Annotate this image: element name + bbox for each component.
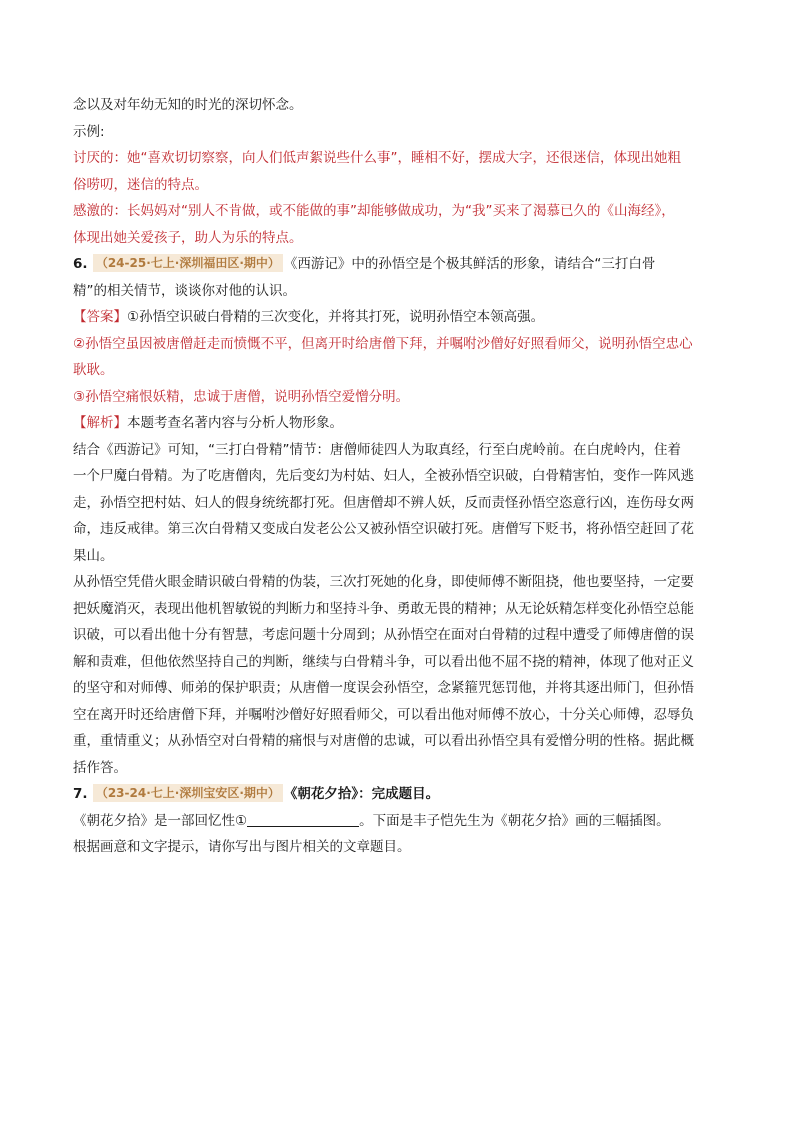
analysis-line: 解和责难，但他依然坚持自己的判断，继续与白骨精斗争，可以看出他不屈不挠的精神，体现了他对正义 xyxy=(73,653,694,670)
question-number: 7. xyxy=(73,786,88,802)
source-tag: （24-25·七上·深圳福田区·期中） xyxy=(93,254,283,272)
question-title: 《朝花夕拾》：完成题目。 xyxy=(283,786,440,802)
analysis-line: 空在离开时还给唐僧下拜，并嘱咐沙僧好好照看师父，可以看出他对师傅不放心，十分关心师傅，忍辱负 xyxy=(73,706,694,723)
question-text: 《西游记》中的孙悟空是个极其鲜活的形象，请结合“三打白骨 xyxy=(283,256,656,272)
question-text-a: 《朝花夕拾》是一部回忆性① xyxy=(73,812,248,829)
question-text xyxy=(73,808,723,835)
analysis-line: 括作答。 xyxy=(73,759,127,776)
example-line: 感激的：长妈妈对“别人不肯做，或不能做的事”却能够做成功，为“我”买来了渴慕已久的《山海经》， xyxy=(73,203,675,219)
answer-text: ①孙悟空识破白骨精的三次变化，并将其打死，说明孙悟空本领高强。 xyxy=(127,309,545,325)
analysis-line: 走，孙悟空把村姑、妇人的假身统统都打死。但唐僧却不辨人妖，反而责怪孙悟空恣意行凶，连伤母女两 xyxy=(73,494,694,511)
answer-blank[interactable] xyxy=(247,812,359,827)
example-heading: 示例: xyxy=(73,123,105,140)
analysis-label: 【解析】 xyxy=(73,415,127,431)
question-text-cont: 精”的相关情节，谈谈你对他的认识。 xyxy=(73,282,296,299)
answer-line: ②孙悟空虽因被唐僧赶走而愤慨不平，但离开时给唐僧下拜，并嘱咐沙僧好好照看师父，说明孙悟空忠心 xyxy=(73,335,693,352)
analysis-line: 从孙悟空凭借火眼金睛识破白骨精的伪装，三次打死她的化身，即使师傅不断阻挠，他也要坚持，一定要 xyxy=(73,574,694,590)
answer-line xyxy=(73,304,723,331)
question-6 xyxy=(73,251,723,278)
analysis-line: 识破，可以看出他十分有智慧，考虑问题十分周到；从孙悟空在面对白骨精的过程中遭受了师傅唐僧的误 xyxy=(73,627,694,643)
analysis-line: 把妖魔消灭，表现出他机智敏锐的判断力和坚持斗争、勇敢无畏的精神；从无论妖精怎样变化孙悟空总能 xyxy=(73,600,694,617)
question-text-b: 。下面是丰子恺先生为《朝花夕拾》画的三幅插图。 xyxy=(359,812,670,829)
text-line: 念以及对年幼无知的时光的深切怀念。 xyxy=(73,97,303,113)
example-line: 体现出她关爱孩子，助人为乐的特点。 xyxy=(73,229,303,246)
answer-line: ③孙悟空痛恨妖精，忠诚于唐僧，说明孙悟空爱憎分明。 xyxy=(73,388,410,405)
question-text: 根据画意和文字提示，请你写出与图片相关的文章题目。 xyxy=(73,839,411,855)
answer-line: 耿耿。 xyxy=(73,362,114,378)
analysis-line: 果山。 xyxy=(73,547,114,564)
analysis-line xyxy=(73,410,723,437)
question-7 xyxy=(73,781,723,808)
question-number: 6. xyxy=(73,256,88,272)
document-content xyxy=(73,92,723,861)
analysis-line: 一个尸魔白骨精。为了吃唐僧肉，先后变幻为村姑、妇人，全被孙悟空识破，白骨精害怕，变作一阵风逃 xyxy=(73,468,694,484)
analysis-text: 本题考查名著内容与分析人物形象。 xyxy=(127,415,343,431)
example-line: 讨厌的：她“喜欢切切察察，向人们低声絮说些什么事”，睡相不好，摆成大字，还很迷信，体现出她粗 xyxy=(73,150,681,166)
analysis-line: 结合《西游记》可知，“三打白骨精”情节：唐僧师徒四人为取真经，行至白虎岭前。在白虎岭内，住着 xyxy=(73,441,681,458)
source-tag: （23-24·七上·深圳宝安区·期中） xyxy=(93,784,283,802)
analysis-line: 重，重情重义；从孙悟空对白骨精的痛恨与对唐僧的忠诚，可以看出孙悟空具有爱憎分明的性格。据此概 xyxy=(73,733,694,749)
example-line: 俗唠叨，迷信的特点。 xyxy=(73,176,208,193)
answer-label: 【答案】 xyxy=(73,309,127,325)
analysis-line: 命，违反戒律。第三次白骨精又变成白发老公公又被孙悟空识破打死。唐僧写下贬书，将孙悟空赶回了花 xyxy=(73,521,694,537)
analysis-line: 的坚守和对师傅、师弟的保护职责；从唐僧一度误会孙悟空，念紧箍咒惩罚他，并将其逐出师门，但孙悟 xyxy=(73,680,694,696)
